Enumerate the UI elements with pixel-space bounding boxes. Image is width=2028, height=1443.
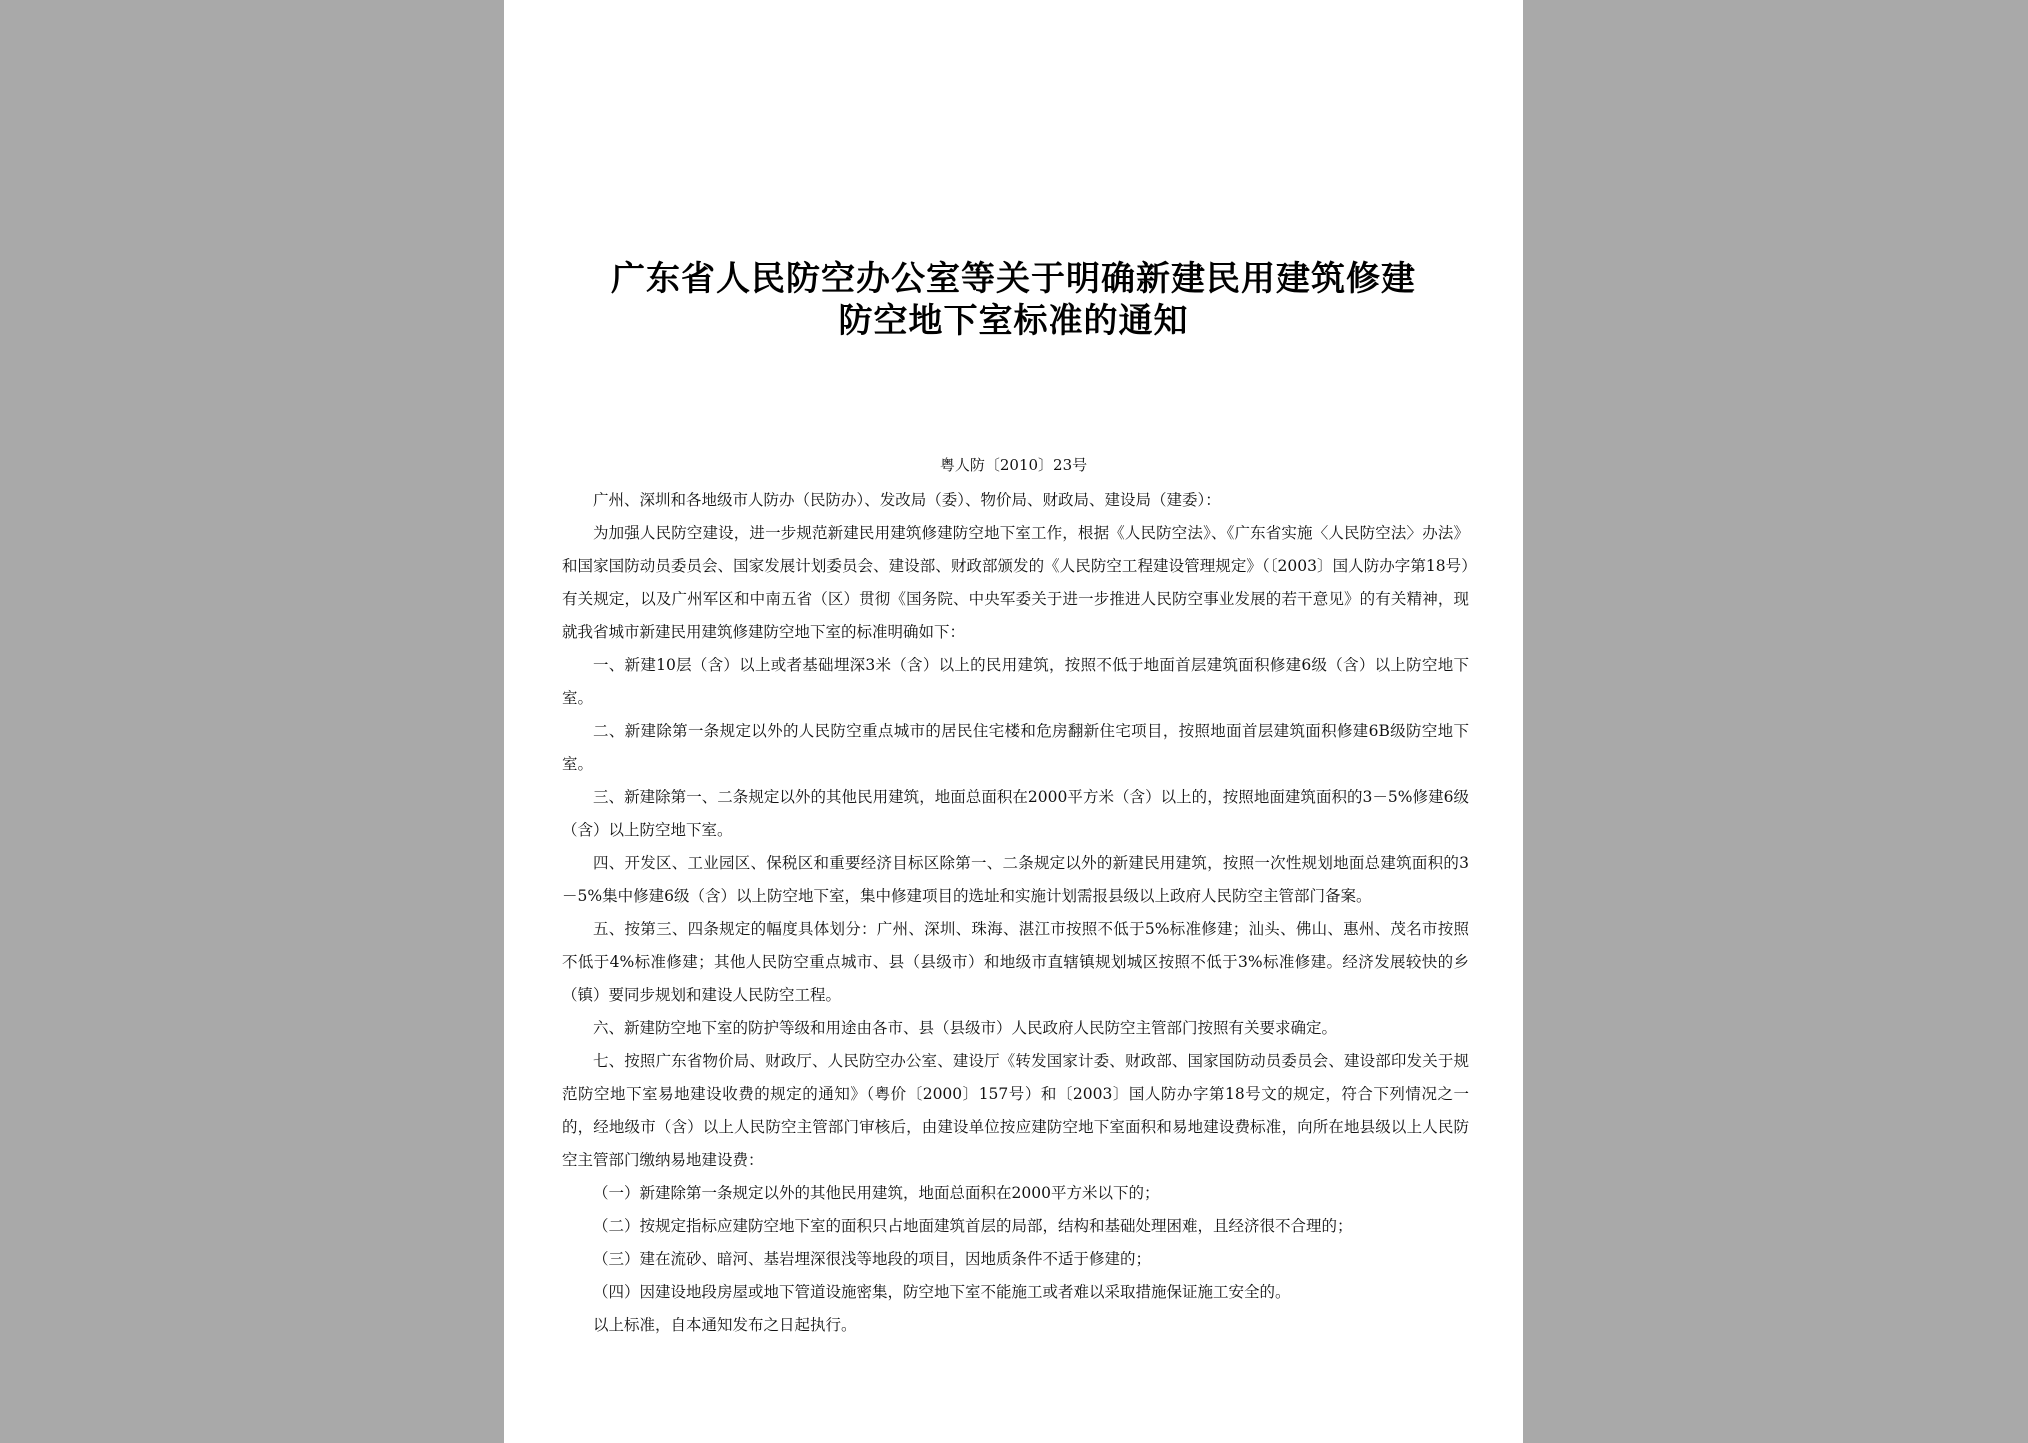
paragraph-closing: 以上标准，自本通知发布之日起执行。 (593, 1316, 857, 1334)
document-page (504, 0, 1523, 1443)
paragraph-item-5: 五、按第三、四条规定的幅度具体划分：广州、深圳、珠海、湛江市按照不低于5%标准修建；汕头、佛山、惠州、茂名市按照不低于4%标准修建；其他人民防空重点城市、县（县级市）和地级市直辖镇规划城区按照不低于3%标准修建。经济发展较快的乡（镇）要同步规划和建设人民防空工程。 (562, 920, 1469, 1004)
salutation: 广州、深圳和各地级市人防办（民防办）、发改局（委）、物价局、财政局、建设局（建委）： (593, 491, 1221, 509)
paragraph-item-2: 二、新建除第一条规定以外的人民防空重点城市的居民住宅楼和危房翻新住宅项目，按照地面首层建筑面积修建6B级防空地下室。 (562, 722, 1469, 773)
document-body (562, 484, 1469, 1342)
paragraph-item-6: 六、新建防空地下室的防护等级和用途由各市、县（县级市）人民政府人民防空主管部门按照有关要求确定。 (593, 1019, 1338, 1037)
paragraph-item-3: 三、新建除第一、二条规定以外的其他民用建筑，地面总面积在2000平方米（含）以上的，按照地面建筑面积的3－5%修建6级（含）以上防空地下室。 (562, 788, 1469, 839)
document-number: 粤人防〔2010〕23号 (939, 456, 1088, 474)
paragraph-subitem-1: （一）新建除第一条规定以外的其他民用建筑，地面总面积在2000平方米以下的； (593, 1184, 1160, 1202)
paragraph-item-1: 一、新建10层（含）以上或者基础埋深3米（含）以上的民用建筑，按照不低于地面首层建筑面积修建6级（含）以上防空地下室。 (562, 656, 1469, 707)
title-line-1: 广东省人民防空办公室等关于明确新建民用建筑修建 (611, 259, 1416, 299)
paragraph-subitem-2: （二）按规定指标应建防空地下室的面积只占地面建筑首层的局部，结构和基础处理困难，且经济很不合理的； (593, 1217, 1353, 1235)
paragraph-intro: 为加强人民防空建设，进一步规范新建民用建筑修建防空地下室工作，根据《人民防空法》、《广东省实施〈人民防空法〉办法》和国家国防动员委员会、国家发展计划委员会、建设部、财政部颁发的《人民防空工程建设管理规定》（〔2003〕国人防办字第18号）有关规定，以及广州军区和中南五省（区）贯彻《国务院、中央军委关于进一步推进人民防空事业发展的若干意见》的有关精神，现就我省城市新建民用建筑修建防空地下室的标准明确如下： (562, 524, 1469, 641)
paragraph-item-4: 四、开发区、工业园区、保税区和重要经济目标区除第一、二条规定以外的新建民用建筑，按照一次性规划地面总建筑面积的3－5%集中修建6级（含）以上防空地下室，集中修建项目的选址和实施计划需报县级以上政府人民防空主管部门备案。 (562, 854, 1469, 905)
paragraph-subitem-4: （四）因建设地段房屋或地下管道设施密集，防空地下室不能施工或者难以采取措施保证施工安全的。 (593, 1283, 1291, 1301)
document-title (564, 258, 1463, 342)
paragraph-item-7: 七、按照广东省物价局、财政厅、人民防空办公室、建设厅《转发国家计委、财政部、国家国防动员委员会、建设部印发关于规范防空地下室易地建设收费的规定的通知》（粤价〔2000〕157号）和〔2003〕国人防办字第18号文的规定，符合下列情况之一的，经地级市（含）以上人民防空主管部门审核后，由建设单位按应建防空地下室面积和易地建设费标准，向所在地县级以上人民防空主管部门缴纳易地建设费： (562, 1052, 1469, 1169)
paragraph-subitem-3: （三）建在流砂、暗河、基岩埋深很浅等地段的项目，因地质条件不适于修建的； (593, 1250, 1152, 1268)
title-line-2: 防空地下室标准的通知 (838, 301, 1189, 341)
